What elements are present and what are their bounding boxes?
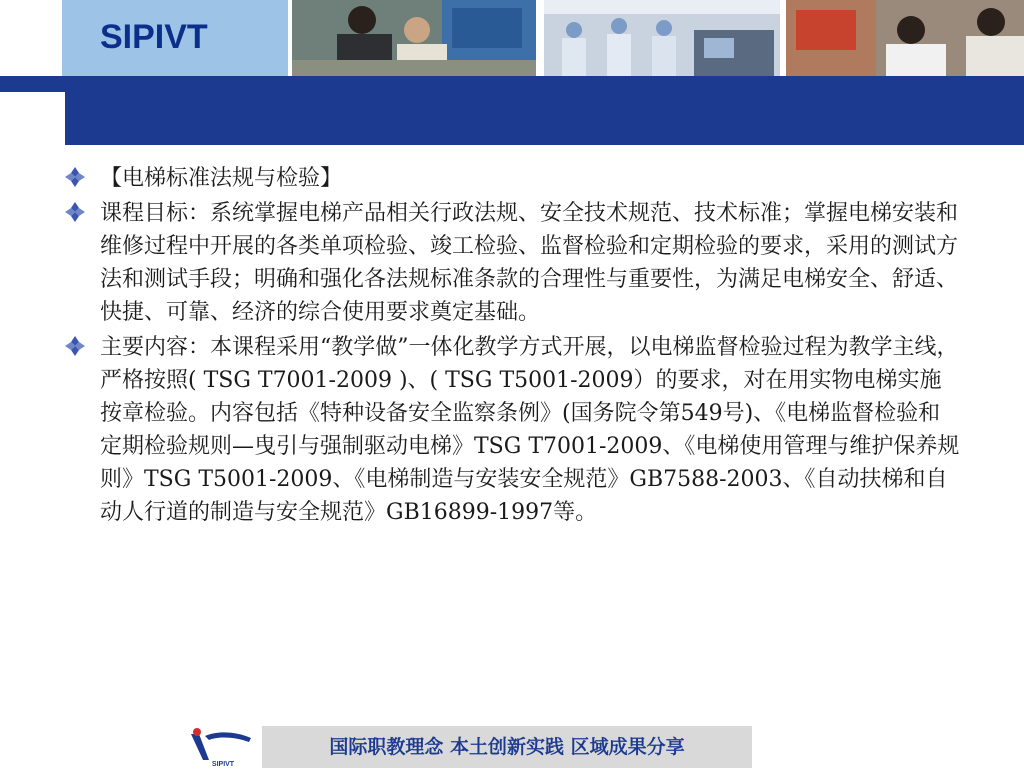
footer-slogan: 国际职教理念 本土创新实践 区域成果分享 [329, 736, 685, 758]
diamond-bullet-icon [64, 166, 86, 188]
header-navy-block [65, 92, 1024, 145]
bullet-item-title [62, 162, 962, 195]
bullet-text: 【电梯标准法规与检验】 [100, 166, 343, 191]
diamond-bullet-icon [64, 201, 86, 223]
header-photo-cleanroom [544, 0, 780, 76]
svg-text:SIPIVT: SIPIVT [211, 761, 235, 768]
bullet-item-course-goal [62, 197, 962, 329]
header-photo-students-lab [292, 0, 536, 76]
header-navy-bar [0, 76, 1024, 92]
bullet-item-main-content [62, 331, 962, 529]
header-photo-students-computer [786, 0, 1024, 76]
header-logo-text: SIPIVT [100, 18, 208, 56]
footer-logo-icon [185, 726, 255, 768]
bullet-text: 课程目标：系统掌握电梯产品相关行政法规、安全技术规范、技术标准；掌握电梯安装和维修过程中开展的各类单项检验、竣工检验、监督检验和定期检验的要求，采用的测试方法和测试手段；明确和强化各法规标准条款的合理性与重要性，为满足电梯安全、舒适、快捷、可靠、经济的综合使用要求奠定基础。 [100, 201, 959, 325]
slide-content [62, 162, 962, 531]
diamond-bullet-icon [64, 335, 86, 357]
bullet-text: 主要内容：本课程采用“教学做”一体化教学方式开展，以电梯监督检验过程为教学主线，严格按照( TSG T7001-2009 )、( TSG T5001-2009）的要求，对在用实物电梯实施按章检验。内容包括《特种设备安全监察条例》(国务院令第549号)、《电梯监督检验和定期检验规则—曳引与强制驱动电梯》TSG T7001-2009、《电梯使用管理与维护保养规则》TSG T5001-2009、《电梯制造与安装安全规范》GB7588-2003、《自动扶梯和自动人行道的制造与安全规范》GB16899-1997等。 [100, 335, 960, 525]
